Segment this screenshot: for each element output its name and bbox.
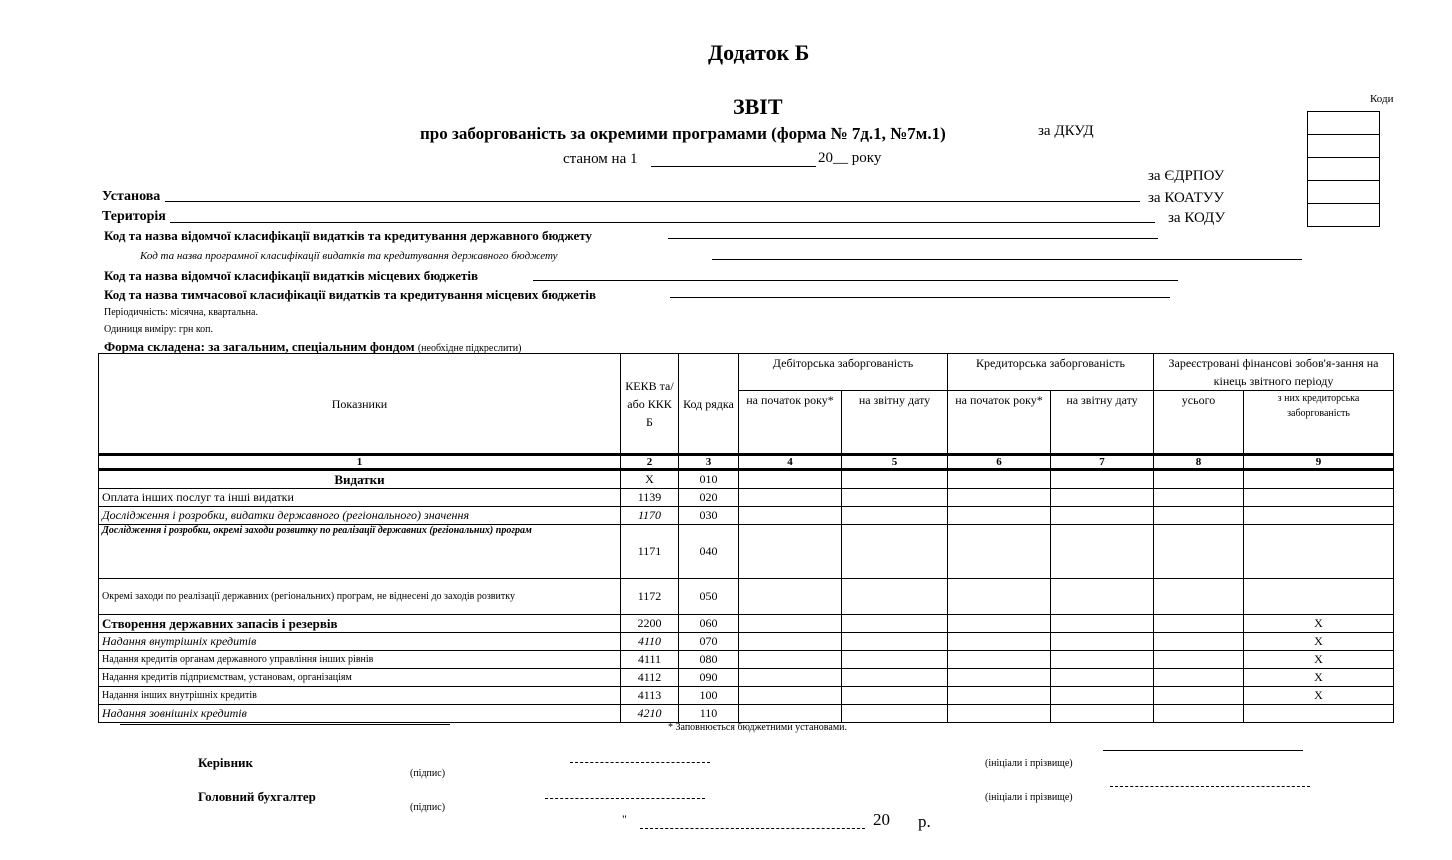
- row-code: 040: [679, 525, 739, 579]
- cell-debit-report[interactable]: [842, 633, 948, 651]
- cell-registered-total[interactable]: [1154, 633, 1244, 651]
- row-code: 050: [679, 579, 739, 615]
- year-label: 20__ року: [818, 150, 882, 166]
- cell-debit-report[interactable]: [842, 615, 948, 633]
- report-subtitle: про заборгованість за окремими програмами (форма № 7д.1, №7м.1): [420, 124, 946, 143]
- cell-of-which: X: [1244, 687, 1394, 705]
- table-row: [99, 651, 1394, 669]
- row-code: 060: [679, 615, 739, 633]
- header-debit-start: на початок року*: [739, 391, 842, 455]
- date-r: р.: [918, 812, 931, 831]
- table-row: [99, 579, 1394, 615]
- dept-classification-label: Код та назва відомчої класифікації видатків та кредитування державного бюджету: [104, 228, 592, 243]
- row-name: Надання зовнішніх кредитів: [99, 705, 621, 723]
- row-code: 070: [679, 633, 739, 651]
- cell-debit-start[interactable]: [739, 507, 842, 525]
- table-row: [99, 633, 1394, 651]
- periodicity-label: Періодичність: місячна, квартальна.: [104, 307, 258, 318]
- cell-registered-total[interactable]: [1154, 489, 1244, 507]
- column-number: 6: [948, 455, 1051, 470]
- column-number: 2: [621, 455, 679, 470]
- cell-credit-report[interactable]: [1051, 615, 1154, 633]
- fund-label: Форма складена:: [104, 339, 205, 354]
- cell-debit-report[interactable]: [842, 507, 948, 525]
- column-number: 8: [1154, 455, 1244, 470]
- row-kekv: 4110: [621, 633, 679, 651]
- cell-credit-report[interactable]: [1051, 579, 1154, 615]
- cell-credit-report[interactable]: [1051, 687, 1154, 705]
- cell-credit-report[interactable]: [1051, 525, 1154, 579]
- cell-registered-total[interactable]: [1154, 705, 1244, 723]
- cell-of-which: [1244, 489, 1394, 507]
- cell-of-which: [1244, 507, 1394, 525]
- row-code: 110: [679, 705, 739, 723]
- column-number: 1: [99, 455, 621, 470]
- row-kekv: 4113: [621, 687, 679, 705]
- cell-debit-start[interactable]: [739, 470, 842, 489]
- row-kekv: 4112: [621, 669, 679, 687]
- row-kekv: 1139: [621, 489, 679, 507]
- institution-line: [165, 201, 1140, 202]
- row-name: Надання внутрішніх кредитів: [99, 633, 621, 651]
- signing-date-line[interactable]: [640, 828, 865, 829]
- program-classification-line: [712, 259, 1302, 260]
- date-year: 20: [873, 810, 890, 829]
- date-line: [651, 166, 816, 167]
- program-classification-label: Код та назва програмної класифікації видатків та кредитування державного бюджету: [140, 250, 558, 262]
- cell-credit-report[interactable]: [1051, 489, 1154, 507]
- cell-credit-report[interactable]: [1051, 633, 1154, 651]
- appendix-label: Додаток Б: [708, 40, 810, 65]
- codes-box: [1307, 111, 1380, 227]
- territory-line: [170, 222, 1155, 223]
- cell-registered-total[interactable]: [1154, 525, 1244, 579]
- row-name: Надання кредитів підприємствам, установам, організаціям: [99, 669, 621, 687]
- column-numbers-row: [99, 455, 1394, 470]
- cell-credit-start[interactable]: [948, 470, 1051, 489]
- cell-registered-total[interactable]: [1154, 470, 1244, 489]
- row-kekv: 1171: [621, 525, 679, 579]
- row-name: Надання кредитів органам державного управління інших рівнів: [99, 651, 621, 669]
- local-dept-line: [533, 280, 1178, 281]
- fund-note: (необхідне підкреслити): [417, 343, 522, 354]
- table-row: [99, 489, 1394, 507]
- header-total: усього: [1154, 391, 1244, 455]
- chief-accountant-label: Головний бухгалтер: [198, 789, 316, 804]
- row-code: 080: [679, 651, 739, 669]
- column-number: 5: [842, 455, 948, 470]
- accountant-initials-line[interactable]: [1110, 786, 1310, 787]
- header-registered: Зареєстровані фінансові зобов'я-зання на кінець звітного періоду: [1154, 354, 1394, 391]
- local-dept-label: Код та назва відомчої класифікації видатків місцевих бюджетів: [104, 268, 479, 283]
- cell-registered-total[interactable]: [1154, 615, 1244, 633]
- cell-of-which: X: [1244, 615, 1394, 633]
- column-number: 4: [739, 455, 842, 470]
- table-row: [99, 470, 1394, 489]
- row-kekv: 1170: [621, 507, 679, 525]
- footnote: * Заповнюється бюджетними установами.: [668, 722, 848, 733]
- edrpou-label: за ЄДРПОУ: [1148, 168, 1225, 184]
- cell-of-which: [1244, 525, 1394, 579]
- cell-credit-report[interactable]: [1051, 507, 1154, 525]
- row-name: Оплата інших послуг та інші видатки: [99, 489, 621, 507]
- cell-debit-start[interactable]: [739, 615, 842, 633]
- cell-debit-start[interactable]: [739, 669, 842, 687]
- head-initials-caption: (ініціали і прізвище): [985, 758, 1073, 769]
- cell-of-which: [1244, 705, 1394, 723]
- cell-credit-start[interactable]: [948, 525, 1051, 579]
- row-kekv: 2200: [621, 615, 679, 633]
- report-title: ЗВІТ: [733, 94, 783, 119]
- cell-debit-report[interactable]: [842, 687, 948, 705]
- head-signature-line[interactable]: [570, 762, 710, 763]
- cell-debit-report[interactable]: [842, 489, 948, 507]
- header-kekv: КЕКВ та/або ККК Б: [621, 354, 679, 455]
- accountant-signature-caption: (підпис): [410, 802, 446, 813]
- cell-debit-report[interactable]: [842, 651, 948, 669]
- codes-label: Коди: [1370, 93, 1394, 105]
- head-label: Керівник: [198, 755, 254, 770]
- cell-of-which: X: [1244, 669, 1394, 687]
- kodu-label: за КОДУ: [1168, 210, 1226, 226]
- row-code: 090: [679, 669, 739, 687]
- cell-registered-total[interactable]: [1154, 687, 1244, 705]
- cell-debit-report[interactable]: [842, 525, 948, 579]
- territory-label: Територія: [102, 209, 166, 224]
- table-row: [99, 525, 1394, 579]
- cell-credit-start[interactable]: [948, 633, 1051, 651]
- dept-classification-line: [668, 238, 1158, 239]
- cell-debit-start[interactable]: [739, 705, 842, 723]
- cell-credit-start[interactable]: [948, 615, 1051, 633]
- cell-debit-start[interactable]: [739, 579, 842, 615]
- cell-of-which: X: [1244, 651, 1394, 669]
- cell-credit-report[interactable]: [1051, 651, 1154, 669]
- header-credit: Кредиторська заборгованість: [948, 354, 1154, 391]
- row-name: Окремі заходи по реалізації державних (регіональних) програм, не віднесені до заходів розвитку: [99, 579, 621, 615]
- cell-credit-start[interactable]: [948, 705, 1051, 723]
- row-name: Надання інших внутрішніх кредитів: [99, 687, 621, 705]
- cell-of-which: X: [1244, 633, 1394, 651]
- row-name: Дослідження і розробки, видатки державного (регіонального) значення: [99, 507, 621, 525]
- column-number: 3: [679, 455, 739, 470]
- cell-debit-start[interactable]: [739, 633, 842, 651]
- fund-text: за загальним, спеціальним фондом: [208, 339, 415, 354]
- cell-registered-total[interactable]: [1154, 651, 1244, 669]
- table-row: [99, 669, 1394, 687]
- debt-table: [98, 353, 1394, 723]
- table-row: [99, 705, 1394, 723]
- head-signature-caption: (підпис): [410, 768, 446, 779]
- unit-label: Одиниця виміру: грн коп.: [104, 324, 214, 335]
- column-number: 9: [1244, 455, 1394, 470]
- table-row: [99, 507, 1394, 525]
- cell-of-which: [1244, 470, 1394, 489]
- column-number: 7: [1051, 455, 1154, 470]
- header-credit-start: на початок року*: [948, 391, 1051, 455]
- cell-credit-start[interactable]: [948, 687, 1051, 705]
- cell-debit-start[interactable]: [739, 525, 842, 579]
- header-indicators: Показники: [99, 354, 621, 455]
- as-of-label: станом на 1: [563, 151, 638, 167]
- row-kekv: 4210: [621, 705, 679, 723]
- cell-debit-report[interactable]: [842, 705, 948, 723]
- row-kekv: X: [621, 470, 679, 489]
- header-of-which: з них кредиторська заборгованість: [1244, 391, 1394, 455]
- header-debit: Дебіторська заборгованість: [739, 354, 948, 391]
- temp-classification-line: [670, 297, 1170, 298]
- row-kekv: 4111: [621, 651, 679, 669]
- row-name: Дослідження і розробки, окремі заходи розвитку по реалізації державних (регіональних) програм: [99, 525, 621, 579]
- cell-credit-report[interactable]: [1051, 705, 1154, 723]
- row-code: 030: [679, 507, 739, 525]
- cell-debit-report[interactable]: [842, 669, 948, 687]
- table-row: [99, 615, 1394, 633]
- cell-credit-report[interactable]: [1051, 470, 1154, 489]
- cell-registered-total[interactable]: [1154, 507, 1244, 525]
- row-code: 020: [679, 489, 739, 507]
- dkud-label: за ДКУД: [1038, 123, 1094, 139]
- head-initials-line[interactable]: [1103, 750, 1303, 751]
- cell-debit-start[interactable]: [739, 687, 842, 705]
- cell-credit-start[interactable]: [948, 507, 1051, 525]
- row-kekv: 1172: [621, 579, 679, 615]
- cell-credit-report[interactable]: [1051, 669, 1154, 687]
- row-name: Створення державних запасів і резервів: [99, 615, 621, 633]
- cell-debit-report[interactable]: [842, 470, 948, 489]
- koatuu-label: за КОАТУУ: [1148, 190, 1224, 206]
- cell-credit-start[interactable]: [948, 489, 1051, 507]
- institution-label: Установа: [102, 189, 161, 204]
- accountant-initials-caption: (ініціали і прізвище): [985, 792, 1073, 803]
- cell-registered-total[interactable]: [1154, 579, 1244, 615]
- temp-classification-label: Код та назва тимчасової класифікації видатків та кредитування місцевих бюджетів: [104, 287, 596, 302]
- table-row: [99, 687, 1394, 705]
- row-code: 010: [679, 470, 739, 489]
- cell-of-which: [1244, 579, 1394, 615]
- date-quote: ": [622, 812, 627, 826]
- header-debit-report: на звітну дату: [842, 391, 948, 455]
- cell-debit-report[interactable]: [842, 579, 948, 615]
- accountant-signature-line[interactable]: [545, 798, 705, 799]
- cell-registered-total[interactable]: [1154, 669, 1244, 687]
- header-credit-report: на звітну дату: [1051, 391, 1154, 455]
- row-name: Видатки: [99, 470, 621, 489]
- cell-credit-start[interactable]: [948, 651, 1051, 669]
- row-code: 100: [679, 687, 739, 705]
- footer-rule: [120, 724, 450, 725]
- cell-debit-start[interactable]: [739, 489, 842, 507]
- cell-credit-start[interactable]: [948, 579, 1051, 615]
- cell-debit-start[interactable]: [739, 651, 842, 669]
- header-row-code: Код рядка: [679, 354, 739, 455]
- cell-credit-start[interactable]: [948, 669, 1051, 687]
